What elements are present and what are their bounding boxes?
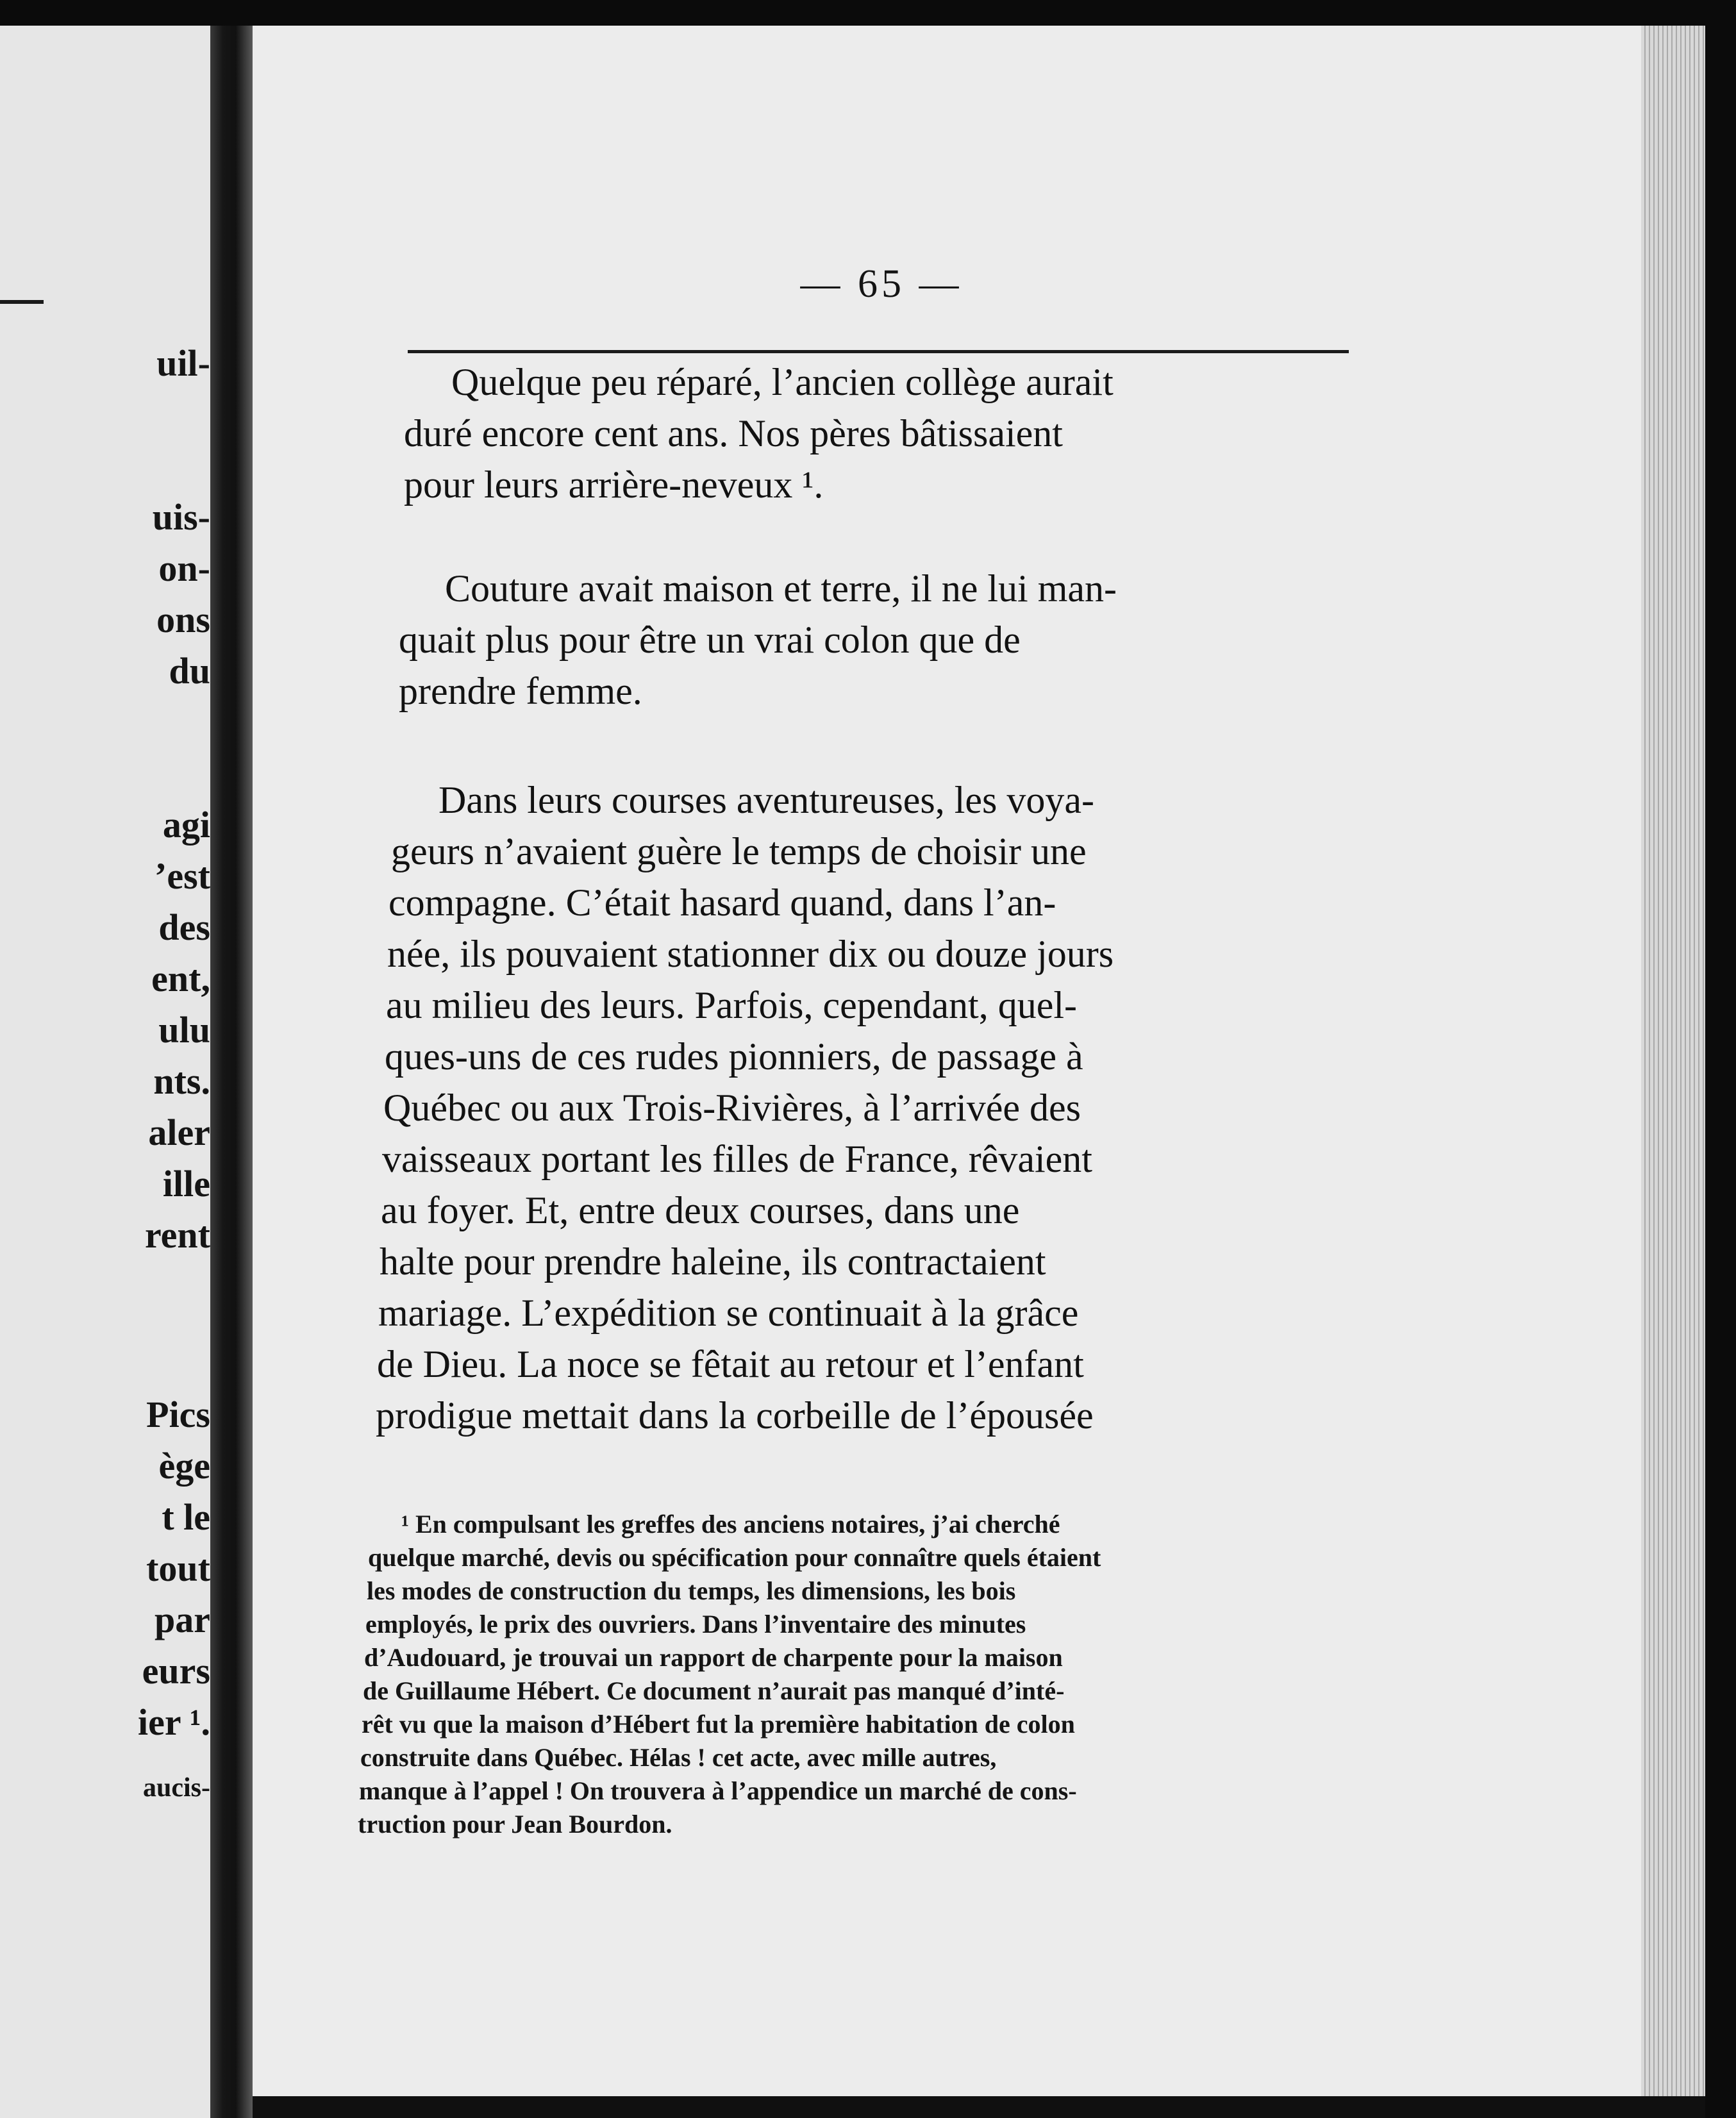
body-line: compagne. C’était hasard quand, dans l’an- (388, 881, 1056, 924)
left-page-fragment: des (158, 906, 210, 948)
body-line: née, ils pouvaient stationner dix ou douze jours (387, 933, 1114, 975)
left-facing-page (0, 26, 210, 2118)
left-page-fragment: rent (144, 1214, 210, 1256)
left-page-fragment: uil- (156, 342, 210, 384)
footnote-line: rêt vu que la maison d’Hébert fut la première habitation de colon (362, 1710, 1075, 1739)
body-line: prendre femme. (399, 670, 642, 712)
left-page-fragment: ons (156, 599, 210, 640)
footnote-line: construite dans Québec. Hélas ! cet acte, avec mille autres, (360, 1743, 997, 1772)
page-number: — 65 — (800, 262, 963, 306)
footnote-line: employés, le prix des ouvriers. Dans l’inventaire des minutes (365, 1610, 1026, 1639)
left-page-fragment: agi (162, 804, 210, 846)
body-line: au foyer. Et, entre deux courses, dans une (381, 1189, 1020, 1231)
body-line: mariage. L’expédition se continuait à la grâce (378, 1292, 1079, 1334)
left-page-header-rule (0, 300, 44, 304)
scan-top-border (0, 0, 1736, 26)
left-page-fragment: ’est (154, 855, 210, 897)
left-page-fragment: aler (148, 1112, 210, 1153)
body-line: quait plus pour être un vrai colon que de (399, 619, 1021, 661)
left-page-fragment: tout (146, 1547, 210, 1589)
body-line: halte pour prendre haleine, ils contractaient (380, 1240, 1046, 1283)
book-gutter (210, 26, 253, 2118)
footnote-line: ¹ En compulsant les greffes des anciens notaires, j’ai cherché (401, 1510, 1060, 1538)
header-rule (408, 350, 1349, 353)
footnote-line: de Guillaume Hébert. Ce document n’aurait pas manqué d’inté- (363, 1676, 1065, 1705)
body-line: pour leurs arrière-neveux ¹. (404, 463, 824, 506)
left-page-fragment: ège (158, 1445, 210, 1487)
left-page-fragment: t le (162, 1496, 210, 1538)
left-page-fragment: eurs (142, 1650, 210, 1692)
body-line: duré encore cent ans. Nos pères bâtissaient (404, 412, 1063, 454)
body-line: Dans leurs courses aventureuses, les voya- (438, 779, 1095, 821)
footnote-line: les modes de construction du temps, les dimensions, les bois (367, 1576, 1016, 1605)
body-line: Québec ou aux Trois-Rivières, à l’arrivée des (383, 1087, 1081, 1129)
scan-right-border (1705, 26, 1736, 2118)
left-page-fragment: ier ¹. (138, 1701, 210, 1743)
scan-bottom-border (253, 2096, 1705, 2118)
left-page-fragment: par (154, 1599, 210, 1640)
left-page-fragment: aucis- (143, 1773, 210, 1803)
footnote-line: quelque marché, devis ou spécification pour connaître quels étaient (368, 1543, 1101, 1572)
body-line: geurs n’avaient guère le temps de choisir une (391, 830, 1087, 872)
left-page-fragment: ent, (151, 958, 210, 999)
body-line: prodigue mettait dans la corbeille de l’épousée (376, 1394, 1094, 1437)
left-page-fragment: du (169, 650, 210, 692)
footnote-line: d’Audouard, je trouvai un rapport de charpente pour la maison (364, 1643, 1063, 1672)
footnote-line: truction pour Jean Bourdon. (358, 1810, 672, 1839)
footnote-line: manque à l’appel ! On trouvera à l’appendice un marché de cons- (359, 1776, 1077, 1805)
left-page-fragment: Pics (146, 1394, 210, 1435)
left-page-fragment: uis- (152, 496, 210, 538)
body-line: Quelque peu réparé, l’ancien collège aurait (451, 361, 1114, 403)
left-page-fragment: nts. (153, 1060, 210, 1102)
left-page-fragment: on- (158, 547, 210, 589)
left-page-fragment: ulu (158, 1009, 210, 1051)
body-line: de Dieu. La noce se fêtait au retour et l’enfant (377, 1343, 1084, 1385)
left-page-fragment: ille (162, 1163, 210, 1205)
page-edges (1641, 26, 1705, 2096)
body-line: Couture avait maison et terre, il ne lui man- (445, 567, 1117, 610)
body-line: ques-uns de ces rudes pionniers, de passage à (385, 1035, 1083, 1078)
body-line: vaisseaux portant les filles de France, rêvaient (382, 1138, 1092, 1180)
body-line: au milieu des leurs. Parfois, cependant, quel- (386, 984, 1078, 1026)
